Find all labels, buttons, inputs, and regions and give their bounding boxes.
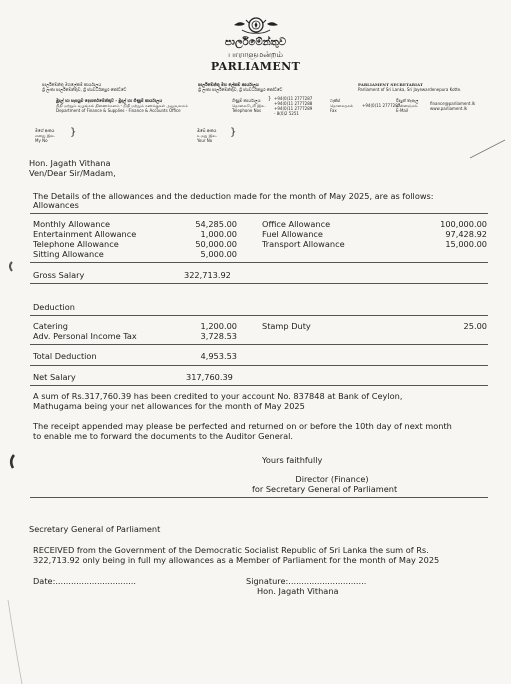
- my-reference-labels: මගේ අංකය எனது இல. My No: [35, 128, 56, 143]
- total-deduction-label: Total Deduction: [33, 351, 97, 361]
- signatory-title: Director (Finance): [295, 474, 369, 484]
- letterhead-title-sinhala: පාර්ලිමේන්තුව: [224, 37, 287, 48]
- deduction-amount-right: 25.00: [463, 321, 487, 331]
- net-salary-amount: 317,760.39: [186, 372, 233, 382]
- closing-text: Yours faithfully: [262, 455, 323, 465]
- receipt-instructions-paragraph: The receipt appended may please be perfected and returned on or before the 10th day of next month to enable me to forward the documents to the Auditor General.: [33, 421, 452, 441]
- letterhead-middle-block: පාර්ලිමේන්තු මහ ලේකම් කාර්යාලය ශ්‍රී ලංකා පාර්ලිමේන්තුව, ශ්‍රී ජයවර්ධනපුර කෝට්ටේ: [198, 82, 283, 92]
- your-reference-labels: ඔබේ අංකය உமது இல. Your No: [197, 128, 218, 143]
- letterhead-right-block: PARLIAMENT SECRETARIAT Parliament of Sri Lanka, Sri Jayewardenepura Kotte.: [358, 82, 462, 92]
- telephone-numbers: +94(0)11 2777287 +94(0)11 2777288 +94(0)11 2777289 - 8(0)2 5251: [274, 96, 313, 116]
- allowance-labels-left: Monthly Allowance Entertainment Allowance Telephone Allowance Sitting Allowance: [33, 219, 137, 259]
- letterhead-department-block: මුදල් හා සැපයුම් දෙපාර්තමේන්තුව - මුදල් හා ගිණුම් කාර්යාලය நிதி மற்றும் வழங்கல் திணைக்களம் - நிதி மற்றும் கணக்குகள் அலுவலகம் Department of Finance & Supplies - Finance & Accounts Office: [56, 98, 188, 113]
- gross-salary-amount: 322,713.92: [184, 270, 231, 280]
- allowance-amounts-left: 54,285.00 1,000.00 50,000.00 5,000.00: [195, 219, 237, 259]
- date-field: Date:...............................: [33, 576, 137, 586]
- letterhead-left-block: පාර්ලිමේන්තු මහලේකම් කාර්යාලය ශ්‍රී ලංකා පාර්ලිමේන්තුව, ශ්‍රී ජයවර්ධනපුර කෝට්ටේ: [42, 82, 127, 92]
- fax-number: +94(0)11 2777287: [362, 103, 401, 108]
- fax-labels: ෆැක්ස් தொலைநகல் Fax: [330, 98, 354, 113]
- letterhead-title-tamil: பாராளுமன்றம்: [228, 50, 283, 59]
- receipt-addressee: Secretary General of Parliament: [29, 524, 161, 534]
- email-web-addresses: finance@parliament.lk www.parliament.lk: [430, 101, 476, 111]
- receipt-text: RECEIVED from the Government of the Democratic Socialist Republic of Sri Lanka the sum of Rs. 322,713.92 only being in full my allowances as a Member of Parliament for the month of May 2025: [33, 545, 440, 565]
- salutation: Ven/Dear Sir/Madam,: [29, 168, 116, 178]
- signatory-for: for Secretary General of Parliament: [252, 484, 398, 494]
- allowance-labels-right: Office Allowance Fuel Allowance Transport Allowance: [262, 219, 345, 249]
- allowances-heading: Allowances: [33, 200, 79, 210]
- email-labels: විද්‍යුත් තැපෑල மின்னஞ்சல் E-Mail: [396, 98, 419, 113]
- gross-salary-label: Gross Salary: [33, 270, 85, 280]
- allowance-amounts-right: 100,000.00 97,428.92 15,000.00: [440, 219, 487, 249]
- letterhead-title-english: PARLIAMENT: [210, 60, 301, 73]
- deduction-heading: Deduction: [33, 302, 75, 312]
- deduction-amounts-left: 1,200.00 3,728.53: [200, 321, 237, 341]
- deduction-labels-left: Catering Adv. Personal Income Tax: [33, 321, 137, 341]
- receipt-signatory-name: Hon. Jagath Vithana: [257, 586, 339, 596]
- telephone-labels: ගිණුම් කාර්යාලය தொலைபேசி இல. Telephone Nos: [232, 98, 266, 113]
- deduction-label-right: Stamp Duty: [262, 321, 311, 331]
- intro-text: The Details of the allowances and the deduction made for the month of May 2025, are as follows:: [33, 191, 434, 201]
- credit-notice-paragraph: A sum of Rs.317,760.39 has been credited to your account No. 837848 at Bank of Ceylon, Mathugama being your net allowances for the month of May 2025: [33, 391, 403, 411]
- recipient-name: Hon. Jagath Vithana: [29, 158, 111, 168]
- document-page: පාර්ලිමේන්තුව பாராளுமன்றம் PARLIAMENT පාර්ලිමේන්තු මහලේකම් කාර්යාලය ශ්‍රී ලංකා පාර්ලිමේන්තුව, ශ්‍රී ජයවර්ධනපුර කෝට්ටේ පාර්ලිමේන්තු මහ ලේකම් කාර්යාලය ශ්‍රී ලංකා පාර්ලිමේන්තුව, ශ්‍රී ජයවර්ධනපුර කෝට්ටේ PARLIAMENT SECRETARIAT Parliament of Sri Lanka, Sri Jayewardenepura Kotte. මුදල් හා සැපයුම් දෙපාර්තමේන්තුව - මුදල් හා ගිණුම් කාර්යාලය நிதி மற்றும் வழங்கல் திணைக்களம் - நிதி மற்றும் கணக்குகள் அலுவலகம் Department of Finance & Supplies - Finance & Accounts Office ගිණුම් කාර්යාලය தொலைபேசி இல. Telephone Nos } +94(0)11 2777287 +94(0)11 2777288 +94(0)11 2777289 - 8(0)2 5251 ෆැක්ස් தொலைநகல் Fax +94(0)11 2777287 විද්‍යුත් තැපෑල மின்னஞ்சல் E-Mail finance@parliament.lk www.parliament.lk මගේ අංකය எனது இல. My No } ඔබේ අංකය உமது இல. Your No } Hon. Jagath Vithana Ven/Dear Sir/Madam, The Details of the allowances and the deduction made for the month of May 2025, are as follows: Allowances Monthly Allowance Entertainment Allowance Telephone Allowance Sitting Allowance 54,285.00 1,000.00 50,000.00 5,000.00 Office Allowance Fuel Allowance Transport Allowance 100,000.00 97,428.92 15,000.00 Gross Salary 322,713.92 Deduction Catering Adv. Personal Income Tax 1,200.00 3,728.53 Stamp Duty 25.00 Total Deduction 4,953.53 Net Salary 317,760.39 A sum of Rs.317,760.39 has been credited to your account No. 837848 at Bank of Ceylon, Mathugama being your net allowances for the month of May 2025 The receipt appended may please be perfected and returned on or before the 10th day of next month to enable me to forward the documents to the Auditor General. Yours faithfully Director (Finance) for Secretary General of Parliament Secretary General of Parliament RECEIVED from the Government of the Democratic Socialist Republic of Sri Lanka the sum of Rs. 322,713.92 only being in full my allowances as a Member of Parliament for the month of May 2025 Date:............................... Signature:.............................. Hon. Jagath Vithana: [0, 0, 511, 684]
- total-deduction-amount: 4,953.53: [200, 351, 237, 361]
- net-salary-label: Net Salary: [33, 372, 76, 382]
- signature-field: Signature:..............................: [246, 576, 367, 586]
